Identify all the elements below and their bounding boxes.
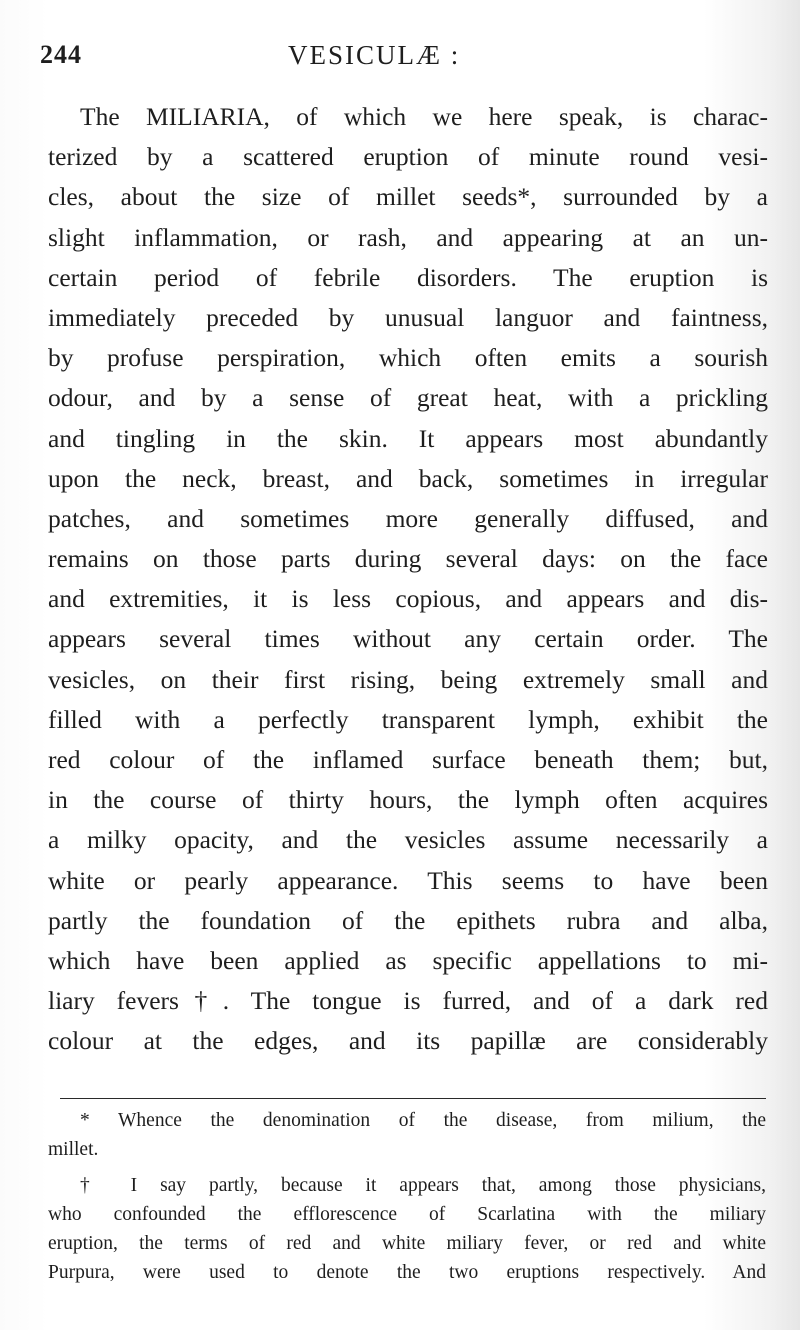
page-number: 244 xyxy=(40,40,82,69)
text-line: filled with a perfectly transparent lymph, exhibit the xyxy=(48,704,768,734)
text-line: by profuse perspiration, which often emits a sourish xyxy=(48,343,768,373)
footnote-line: who confounded the efflorescence of Scarlatina with the miliary xyxy=(48,1204,766,1225)
text-line: red colour of the inflamed surface beneath them; but, xyxy=(48,745,768,774)
footnote-line: Purpura, were used to denote the two eruptions respectively. And xyxy=(48,1262,766,1283)
text-line: The MILIARIA, of which we here speak, is charac- xyxy=(80,102,768,131)
text-line: a milky opacity, and the vesicles assume necessarily a xyxy=(48,825,768,855)
body-text xyxy=(48,97,768,1062)
text-line: upon the neck, breast, and back, sometimes in irregular xyxy=(48,463,768,493)
text-line: remains on those parts during several days: on the face xyxy=(48,544,768,574)
text-line: cles, about the size of millet seeds*, surrounded by a xyxy=(48,182,768,212)
footnote-line: * Whence the denomination of the disease, from milium, the xyxy=(80,1110,766,1131)
text-line: in the course of thirty hours, the lymph often acquires xyxy=(48,785,768,815)
footnote-line: † I say partly, because it appears that, among those physicians, xyxy=(80,1175,766,1196)
text-line: and tingling in the skin. It appears most abundantly xyxy=(48,423,768,453)
text-line: patches, and sometimes more generally diffused, and xyxy=(48,503,768,533)
text-line: immediately preceded by unusual languor and faintness, xyxy=(48,302,768,332)
text-line: which have been applied as specific appellations to mi- xyxy=(48,945,768,975)
text-line: slight inflammation, or rash, and appearing at an un- xyxy=(48,222,768,252)
text-line: appears several times without any certain order. The xyxy=(48,624,768,654)
text-line: partly the foundation of the epithets rubra and alba, xyxy=(48,905,768,935)
text-line: odour, and by a sense of great heat, with a prickling xyxy=(48,383,768,413)
footnotes xyxy=(48,1106,766,1287)
text-line: colour at the edges, and its papillæ are considerably xyxy=(48,1026,768,1056)
text-line: and extremities, it is less copious, and appears and dis- xyxy=(48,584,768,614)
running-head: VESICULÆ : xyxy=(288,40,461,70)
footnote-line: eruption, the terms of red and white miliary fever, or red and white xyxy=(48,1233,766,1254)
text-line: terized by a scattered eruption of minute round vesi- xyxy=(48,142,768,172)
footnote-line: millet. xyxy=(48,1139,99,1160)
page-header xyxy=(40,40,760,80)
text-line: certain period of febrile disorders. The eruption is xyxy=(48,262,768,292)
text-line: white or pearly appearance. This seems to have been xyxy=(48,865,768,895)
footnote-rule xyxy=(60,1098,766,1099)
text-line: liary fevers†. The tongue is furred, and of a dark red xyxy=(48,986,768,1016)
text-line: vesicles, on their first rising, being extremely small and xyxy=(48,664,768,694)
